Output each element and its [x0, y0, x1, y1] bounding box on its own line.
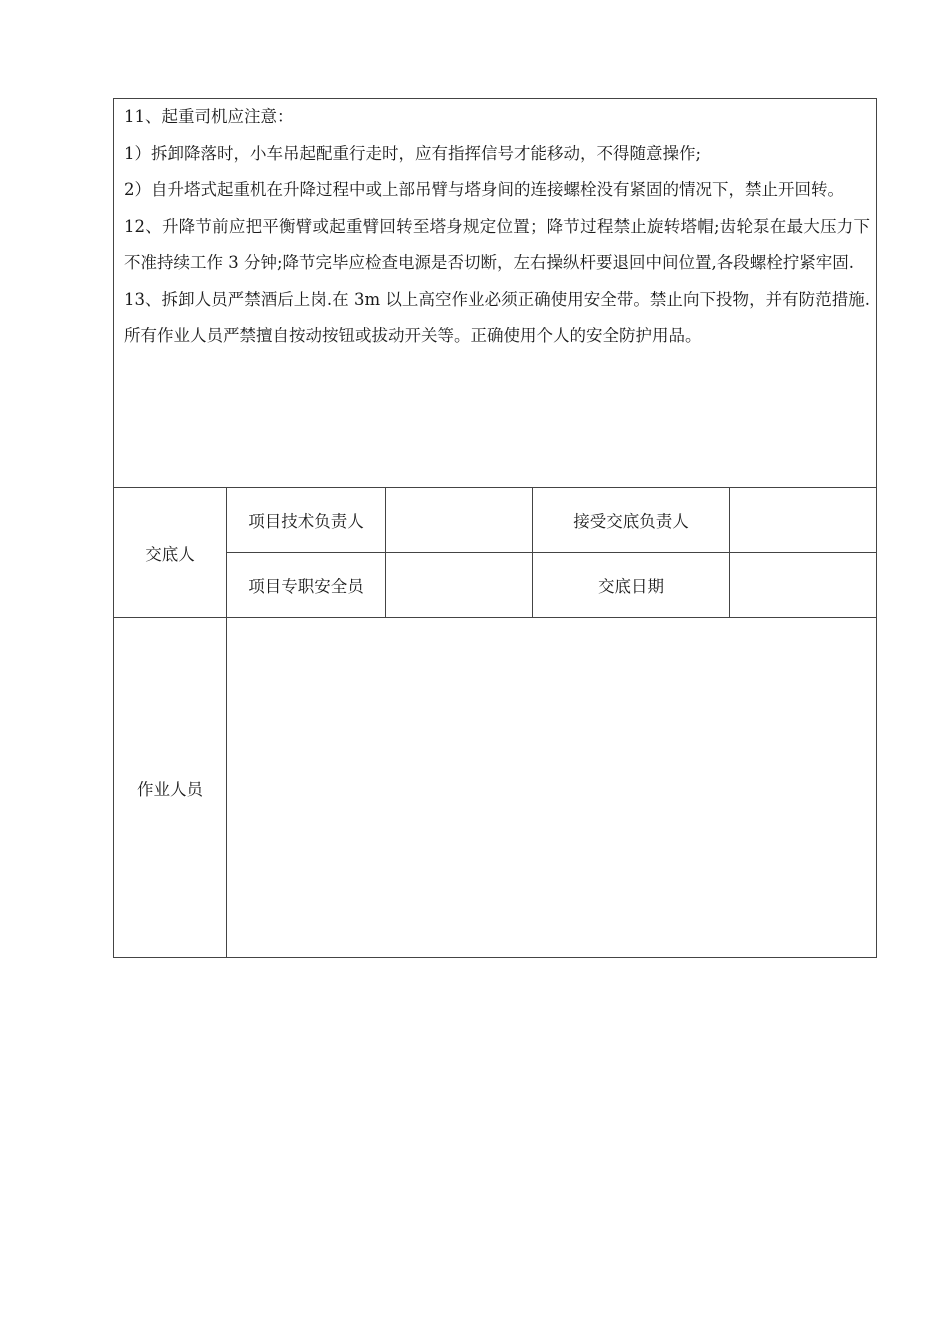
safety-content-cell: [114, 99, 877, 488]
content-row: [114, 99, 877, 488]
safety-officer-label: 项目专职安全员: [227, 553, 386, 618]
content-paragraph-13: 13、拆卸人员严禁酒后上岗.在 3m 以上高空作业必须正确使用安全带。禁止向下投物，并有防范措施.所有作业人员严禁擅自按动按钮或拔动开关等。正确使用个人的安全防护用品。: [124, 289, 871, 345]
receiver-label: 接受交底负责人: [533, 488, 730, 553]
disclosure-table: [113, 98, 877, 958]
content-paragraph-11: 11、起重司机应注意：: [124, 107, 294, 126]
workers-row: [114, 618, 877, 958]
signoff-row-2: [114, 553, 877, 618]
date-label: 交底日期: [533, 553, 730, 618]
content-paragraph-12: 12、升降节前应把平衡臂或起重臂回转至塔身规定位置；降节过程禁止旋转塔帽;齿轮泵在最大压力下不准持续工作 3 分钟;降节完毕应检查电源是否切断，左右操纵杆要退回中间位置,各段螺栓拧紧牢固.: [124, 216, 871, 272]
discloser-label: 交底人: [114, 488, 227, 618]
signoff-row-1: [114, 488, 877, 553]
safety-officer-field[interactable]: [386, 553, 533, 618]
content-paragraph-11-1: 1）拆卸降落时，小车吊起配重行走时，应有指挥信号才能移动，不得随意操作;: [124, 143, 702, 163]
tech-lead-label: 项目技术负责人: [227, 488, 386, 553]
workers-field[interactable]: [227, 618, 877, 958]
date-field[interactable]: [730, 553, 877, 618]
workers-label: 作业人员: [114, 618, 227, 958]
content-paragraph-11-2: 2）自升塔式起重机在升降过程中或上部吊臂与塔身间的连接螺栓没有紧固的情况下，禁止开回转。: [124, 180, 844, 199]
tech-lead-field[interactable]: [386, 488, 533, 553]
receiver-field[interactable]: [730, 488, 877, 553]
